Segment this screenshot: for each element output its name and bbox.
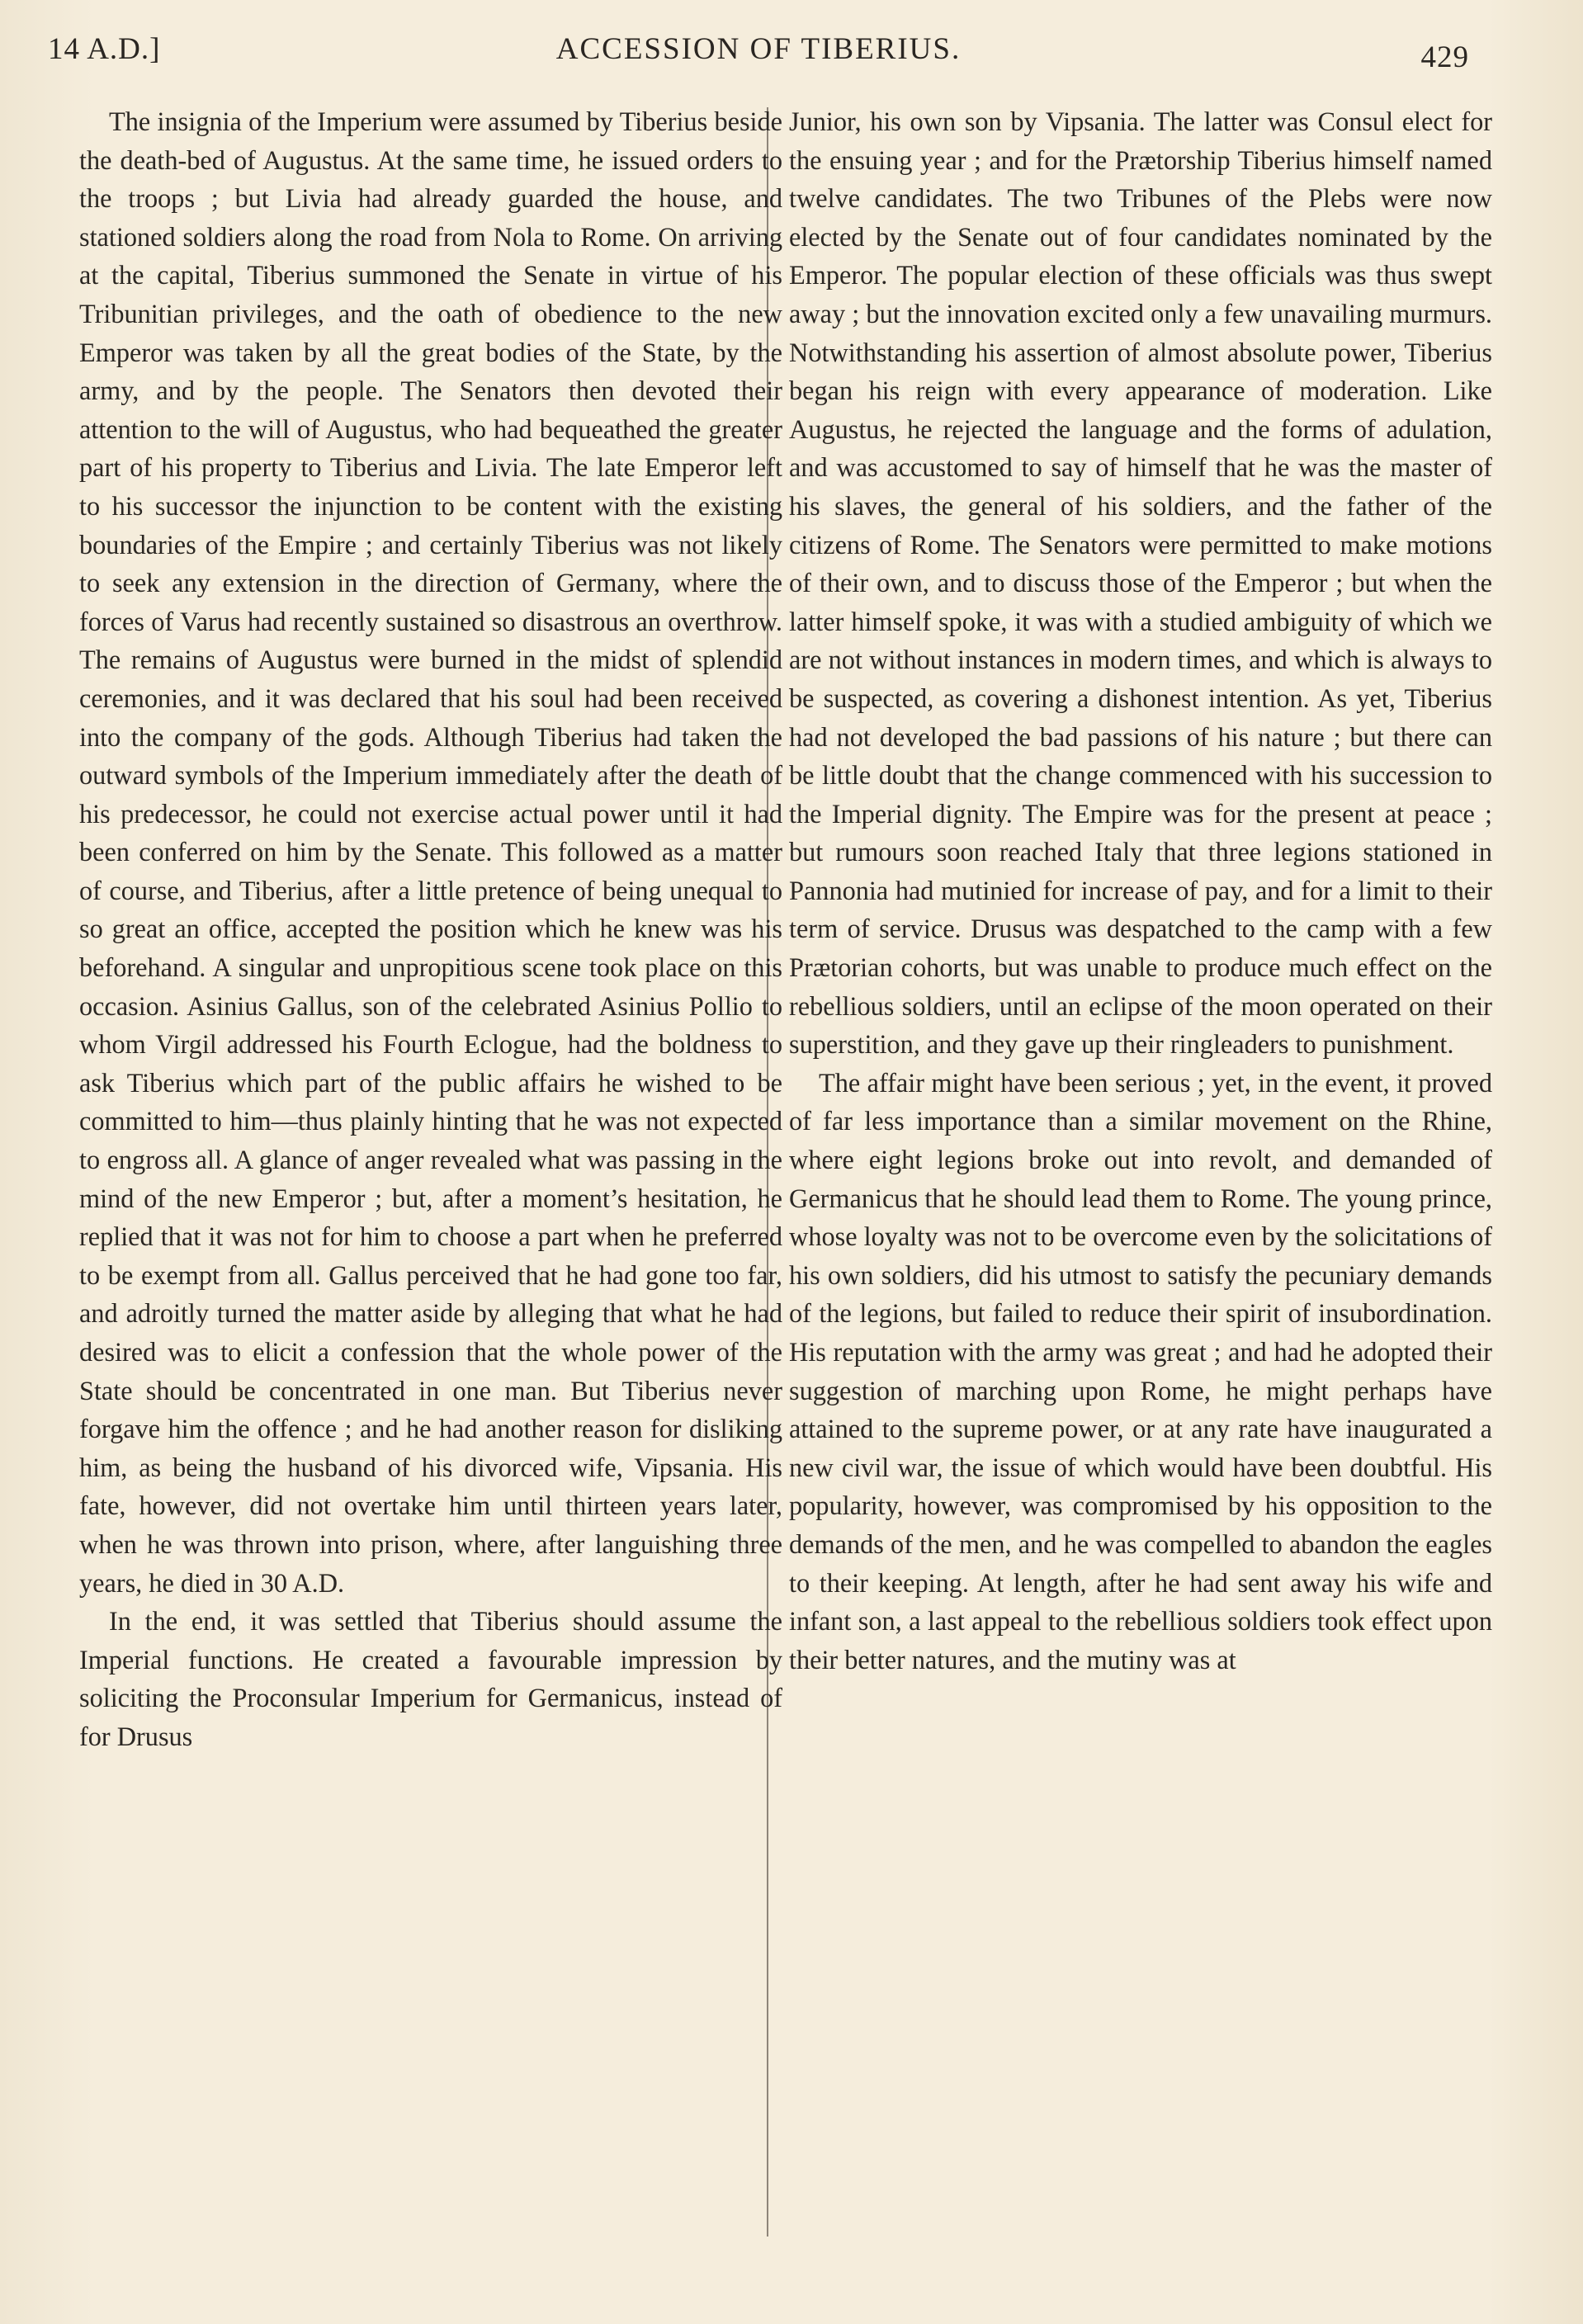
paragraph: Junior, his own son by Vipsania. The latter was Consul elect for the ensuing year ; and for the Prætorship Tiberius himself named twelve candidates. The two Tribunes of the Plebs were now elected by the Senate out of four candidates nominated by the Emperor. The popular election of these officials was thus swept away ; but the innovation excited only a few unavailing murmurs. Notwithstanding his assertion of almost absolute power, Tiberius began his reign with every appearance of moderation. Like Augustus, he rejected the language and the forms of adulation, and was accustomed to say of himself that he was the master of his slaves, the general of his soldiers, and the father of the citizens of Rome. The Senators were permitted to make motions of their own, and to discuss those of the Emperor ; but when the latter himself spoke, it was with a studied ambiguity of which we are not without instances in modern times, and which is always to be suspected, as covering a dishonest intention. As yet, Tiberius had not developed the bad passions of his nature ; but there can be little doubt that the change commenced with his succession to the Imperial dignity. The Empire was for the present at peace ; but rumours soon reached Italy that three legions stationed in Pannonia had mutinied for increase of pay, and for a limit to their term of service. Drusus was despatched to the camp with a few Prætorian cohorts, but was unable to produce much effect on the rebellious soldiers, until an eclipse of the moon operated on their superstition, and they gave up their ringleaders to punishment. [789, 106, 1492, 1060]
header-title: ACCESSION OF TIBERIUS. [555, 32, 962, 66]
paragraph: The affair might have been serious ; yet, in the event, it proved of far less importance than a similar movement on the Rhine, where eight legions broke out into revolt, and demanded of Germanicus that he should lead them to Rome. The young prince, whose loyalty was not to be overcome even by the solicitations of his own soldiers, did his utmost to satisfy the pecuniary demands of the legions, but failed to reduce their spirit of insubordination. His reputation with the army was great ; and had he adopted their suggestion of marching upon Rome, he might perhaps have attained to the supreme power, or at any rate have inaugurated a new civil war, the issue of which would have been doubtful. His popularity, however, was compromised by his opposition to the demands of the men, and he was compelled to abandon the eagles to their keeping. At length, after he had sent away his wife and infant son, a last appeal to the rebellious soldiers took effect upon their better natures, and the mutiny was at [789, 1067, 1492, 1675]
paragraph: The insignia of the Imperium were assumed by Tiberius beside the death-bed of Augustus. At the same time, he issued orders to the troops ; but Livia had already guarded the house, and stationed soldiers along the road from Nola to Rome. On arriving at the capital, Tiberius summoned the Senate in virtue of his Tribunitian privileges, and the oath of obedience to the new Emperor was taken by all the great bodies of the State, by the army, and by the people. The Senators then devoted their attention to the will of Augustus, who had bequeathed the greater part of his property to Tiberius and Livia. The late Emperor left to his successor the injunction to be content with the existing boundaries of the Empire ; and certainly Tiberius was not likely to seek any extension in the direction of Germany, where the forces of Varus had recently sustained so disastrous an overthrow. The remains of Augustus were burned in the midst of splendid ceremonies, and it was declared that his soul had been received into the company of the gods. Although Tiberius had taken the outward symbols of the Imperium immediately after the death of his predecessor, he could not exercise actual power until it had been conferred on him by the Senate. This followed as a matter of course, and Tiberius, after a little pretence of being unequal to so great an office, accepted the position which he knew was his beforehand. A singular and unpropitious scene took place on this occasion. Asinius Gallus, son of the celebrated Asinius Pollio to whom Virgil addressed his Fourth Eclogue, had the boldness to ask Tiberius which part of the public affairs he wished to be committed to him—thus plainly hinting that he was not expected to engross all. A glance of anger revealed what was passing in the mind of the new Emperor ; but, after a moment’s hesitation, he replied that it was not for him to choose a part when he preferred to be exempt from all. Gallus perceived that he had gone too far, and adroitly turned the matter aside by alleging that what he had desired was to elicit a confession that the whole power of the State should be concentrated in one man. But Tiberius never forgave him the offence ; and he had another reason for disliking him, as being the husband of his divorced wife, Vipsania. His fate, however, did not overtake him until thirteen years later, when he was thrown into prison, where, after languishing three years, he died in 30 A.D. [79, 106, 782, 1598]
page-number: 429 [1420, 40, 1469, 74]
right-column [789, 102, 1492, 1679]
left-column [79, 102, 782, 1756]
running-header [48, 28, 1469, 78]
header-date: 14 A.D.] [48, 32, 161, 66]
paragraph: In the end, it was settled that Tiberius should assume the Imperial functions. He created a favourable impression by soliciting the Proconsular Imperium for Germanicus, instead of for Drusus [79, 1606, 782, 1751]
